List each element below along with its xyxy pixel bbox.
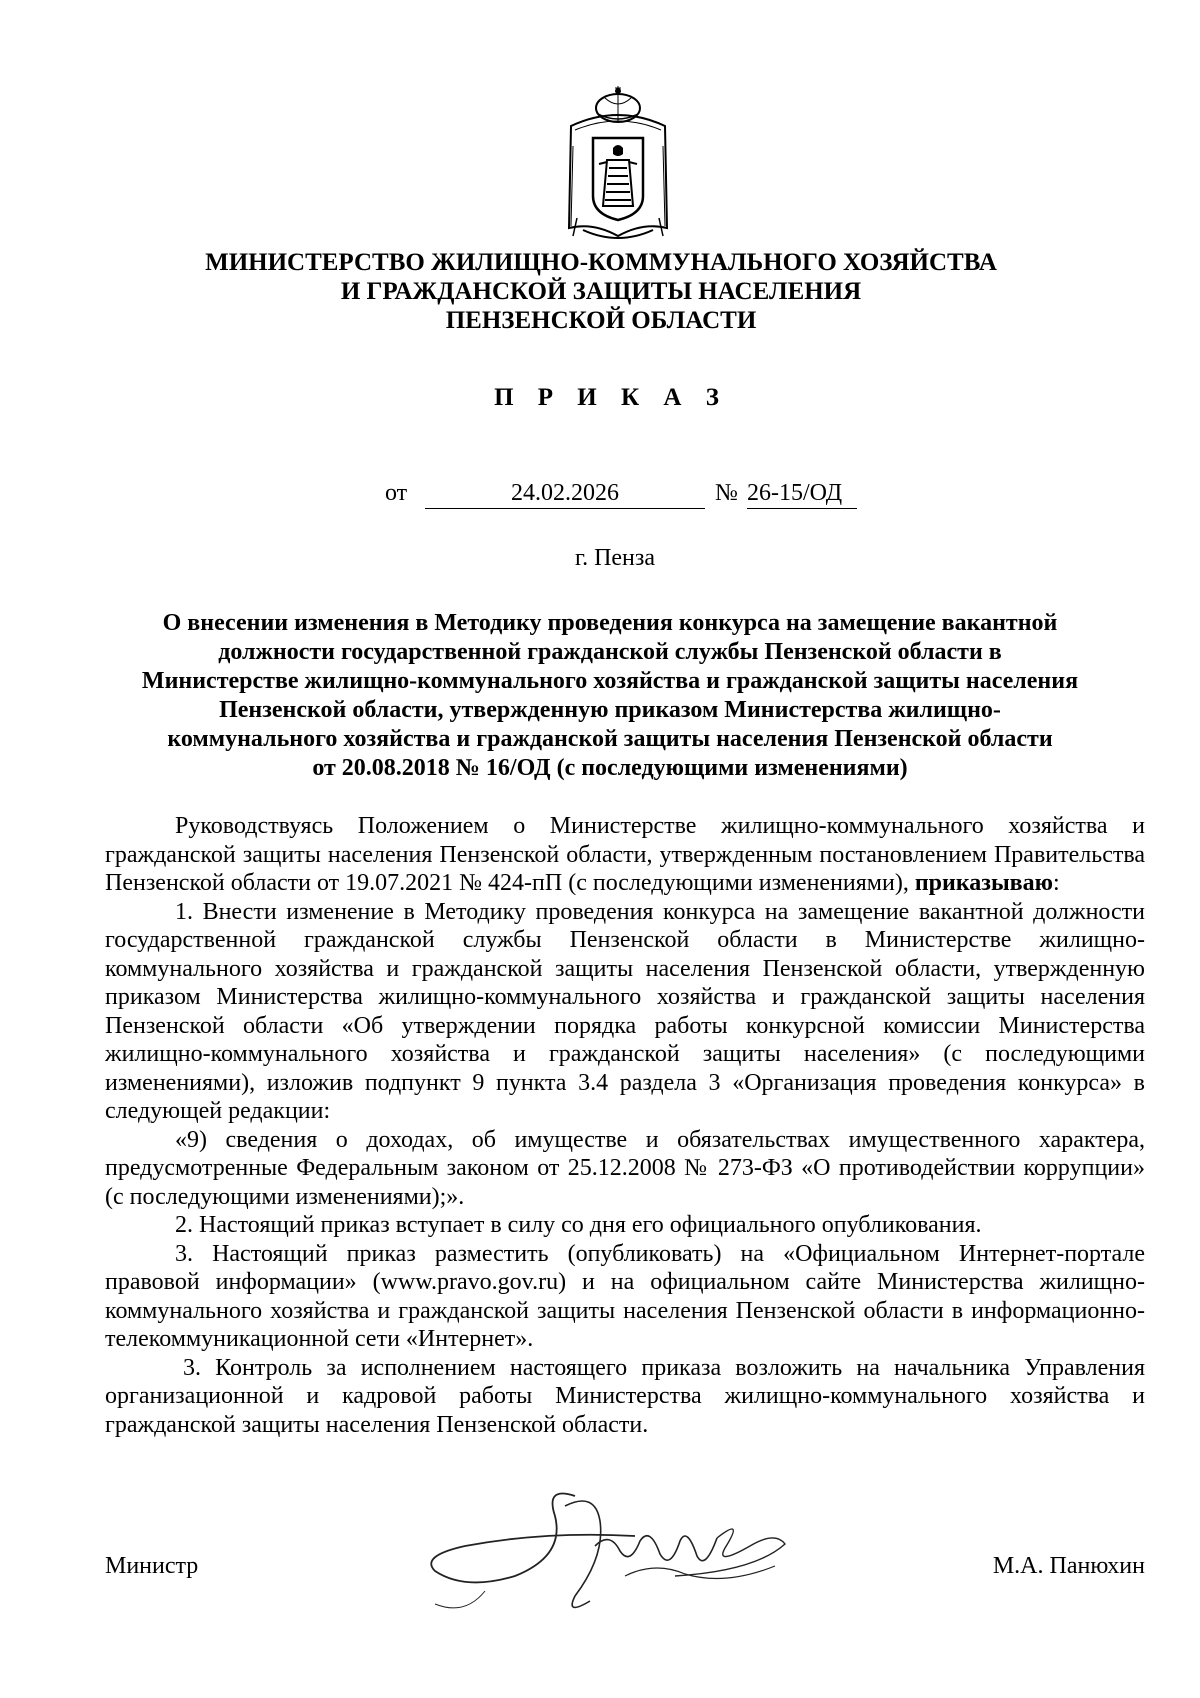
subject-line: О внесении изменения в Методику проведения конкурса на замещение вакантной [162,610,1058,636]
date-prefix: от [385,480,408,506]
subject-line: должности государственной гражданской службы Пензенской области в [218,639,1002,665]
preamble-text: Руководствуясь Положением о Министерстве жилищно-коммунального хозяйства и гражданской защиты населения Пензенской области, утвержденным постановлением Правительства Пензенской области от 19.07.2021 № 424-пП (с последующими изменениями), [105,813,1145,896]
item-3-paragraph: 3. Настоящий приказ разместить (опубликовать) на «Официальном Интернет-портале правовой информации» (www.pravo.gov.ru) и на официальном сайте Министерства жилищно-коммунального хозяйства и гражданской защиты населения Пензенской области в информационно-телекоммуникационной сети «Интернет». [105,1240,1145,1352]
preamble-end: : [1052,870,1060,896]
signatory-name: М.А. Панюхин [992,1553,1145,1579]
item-1-paragraph: 1. Внести изменение в Методику проведения конкурса на замещение вакантной должности государственной гражданской службы Пензенской области в Министерстве жилищно-коммунального хозяйства и гражданской защиты населения Пензенской области, утвержденную приказом Министерства жилищно-коммунального хозяйства и гражданской защиты населения Пензенской области «Об утверждении порядка работы конкурсной комиссии Министерства жилищно-коммунального хозяйства и гражданской защиты населения» (с последующими изменениями), изложив подпункт 9 пункта 3.4 раздела 3 «Организация проведения конкурса» в следующей редакции: [105,898,1145,1124]
item-1-quote-paragraph: «9) сведения о доходах, об имуществе и обязательствах имущественного характера, предусмотренные Федеральным законом от 25.12.2008 № 273-ФЗ «О противодействии коррупции» (с последующими изменениями);». [105,1126,1145,1210]
order-subject [110,609,1110,783]
ministry-line-3: ПЕНЗЕНСКОЙ ОБЛАСТИ [445,307,757,334]
coat-of-arms-icon [563,86,673,242]
subject-line: коммунального хозяйства и гражданской защиты населения Пензенской области [167,726,1053,752]
ministry-line-1: МИНИСТЕРСТВО ЖИЛИЩНО-КОММУНАЛЬНОГО ХОЗЯЙСТВА [205,249,997,276]
subject-line: Пензенской области, утвержденную приказом Министерства жилищно- [219,697,1001,723]
subject-line: от 20.08.2018 № 16/ОД (с последующими изменениями) [312,755,908,781]
subject-line: Министерстве жилищно-коммунального хозяйства и гражданской защиты населения [141,668,1079,694]
city: г. Пенза [574,545,656,571]
preamble-decree-word: приказываю [914,870,1053,896]
signature-block [105,1553,1145,1593]
handwritten-signature-icon [425,1476,805,1626]
ministry-name [0,248,1200,335]
order-date: 24.02.2026 [425,480,705,509]
preamble-paragraph [105,812,1145,898]
ministry-line-2: И ГРАЖДАНСКОЙ ЗАЩИТЫ НАСЕЛЕНИЯ [340,278,862,305]
number-sign: № [715,480,738,506]
item-4-paragraph: 3. Контроль за исполнением настоящего приказа возложить на начальника Управления организационной и кадровой работы Министерства жилищно-коммунального хозяйства и гражданской защиты населения Пензенской области. [105,1354,1145,1438]
order-body [105,812,1145,1439]
order-number: 26-15/ОД [747,480,857,509]
signatory-role: Министр [105,1553,199,1579]
item-2-paragraph: 2. Настоящий приказ вступает в силу со дня его официального опубликования. [175,1212,982,1238]
dateline [385,480,865,510]
document-type-title: П Р И К А З [494,384,728,411]
